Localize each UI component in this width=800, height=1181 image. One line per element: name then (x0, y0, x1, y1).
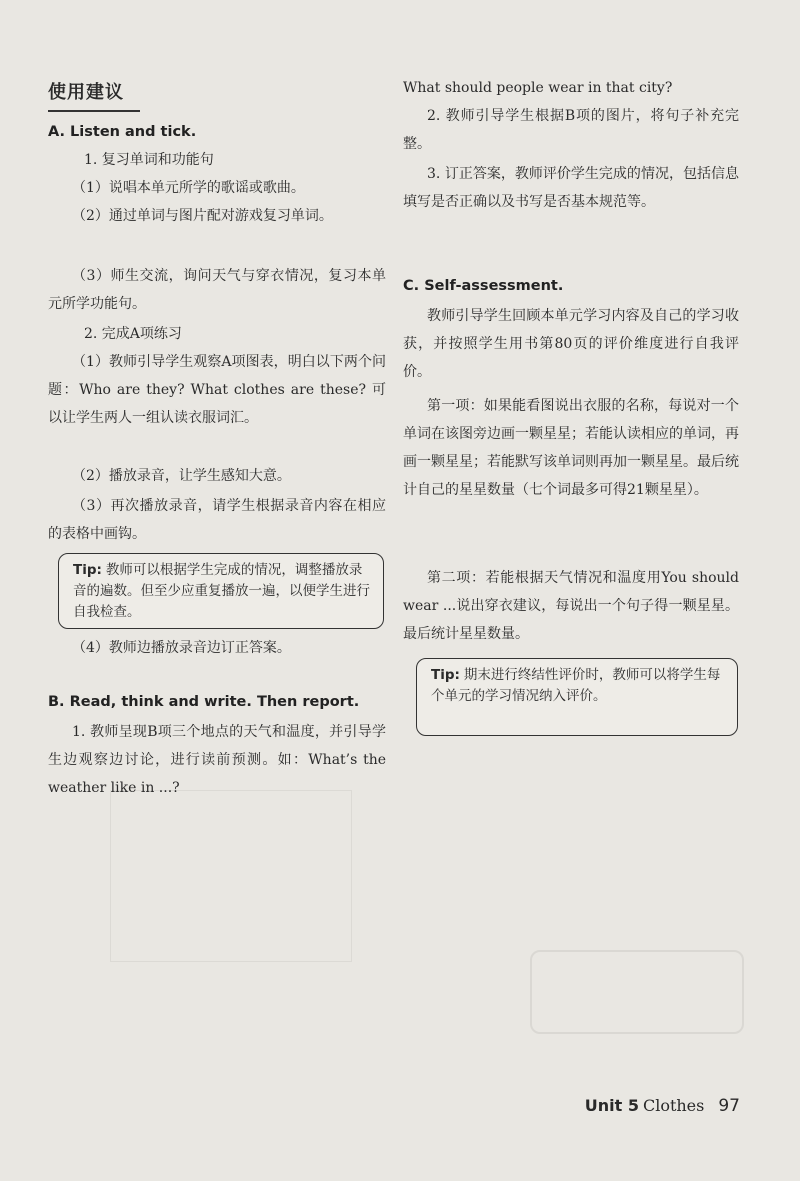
section-b-heading: B. Read, think and write. Then report. (48, 694, 360, 710)
b-step1-continued: What should people wear in that city? (403, 80, 673, 96)
page-footer (585, 1096, 740, 1116)
b-step2: 2. 教师引导学生根据B项的图片，将句子补充完整。 (403, 108, 739, 152)
a-step2-item4: （4）教师边播放录音边订正答案。 (72, 640, 291, 656)
footer-unit: Unit 5 (584, 1096, 639, 1115)
section-c-heading: C. Self-assessment. (403, 278, 564, 294)
page-number: 97 (718, 1096, 740, 1116)
a-step1-item3: （3）师生交流，询问天气与穿衣情况，复习本单元所学功能句。 (48, 268, 386, 312)
b-step3: 3. 订正答案，教师评价学生完成的情况，包括信息填写是否正确以及书写是否基本规范等。 (403, 166, 739, 210)
footer-unit-title: Clothes (642, 1096, 705, 1115)
a-step2-item1: （1）教师引导学生观察A项图表，明白以下两个问题：Who are they? What clothes are these? 可以让学生两人一组认读衣服词汇。 (48, 354, 386, 426)
bleed-through-box (110, 790, 352, 962)
tip-text: 期末进行终结性评价时，教师可以将学生每个单元的学习情况纳入评价。 (431, 667, 721, 704)
section-title: 使用建议 (48, 78, 140, 112)
bleed-through-box (530, 950, 744, 1034)
a-step2-item3: （3）再次播放录音，请学生根据录音内容在相应的表格中画钩。 (48, 498, 386, 542)
a-step1-item2: （2）通过单词与图片配对游戏复习单词。 (72, 208, 333, 224)
tip-label: Tip: (73, 562, 102, 578)
c-item2: 第二项：若能根据天气情况和温度用You should wear ...说出穿衣建议，每说出一个句子得一颗星星。最后统计星星数量。 (403, 570, 739, 642)
tip-box-c (416, 658, 738, 736)
c-intro: 教师引导学生回顾本单元学习内容及自己的学习收获，并按照学生用书第80页的评价维度进行自我评价。 (403, 308, 739, 380)
tip-text: 教师可以根据学生完成的情况，调整播放录音的遍数。但至少应重复播放一遍，以便学生进行自我检查。 (73, 562, 370, 620)
a-step1: 1. 复习单词和功能句 (84, 152, 214, 168)
section-a-heading: A. Listen and tick. (48, 124, 197, 140)
tip-label: Tip: (431, 667, 460, 683)
c-item1: 第一项：如果能看图说出衣服的名称，每说对一个单词在该图旁边画一颗星星；若能认读相应的单词，再画一颗星星；若能默写该单词则再加一颗星星。最后统计自己的星星数量（七个词最多可得21颗星星）。 (403, 398, 739, 498)
tip-box-a (58, 553, 384, 629)
a-step1-item1: （1）说唱本单元所学的歌谣或歌曲。 (72, 180, 305, 196)
a-step2: 2. 完成A项练习 (84, 326, 182, 342)
a-step2-item2: （2）播放录音，让学生感知大意。 (72, 468, 291, 484)
b-step1: 1. 教师呈现B项三个地点的天气和温度，并引导学生边观察边讨论，进行读前预测。如：What’s the weather like in ...? (48, 724, 386, 796)
